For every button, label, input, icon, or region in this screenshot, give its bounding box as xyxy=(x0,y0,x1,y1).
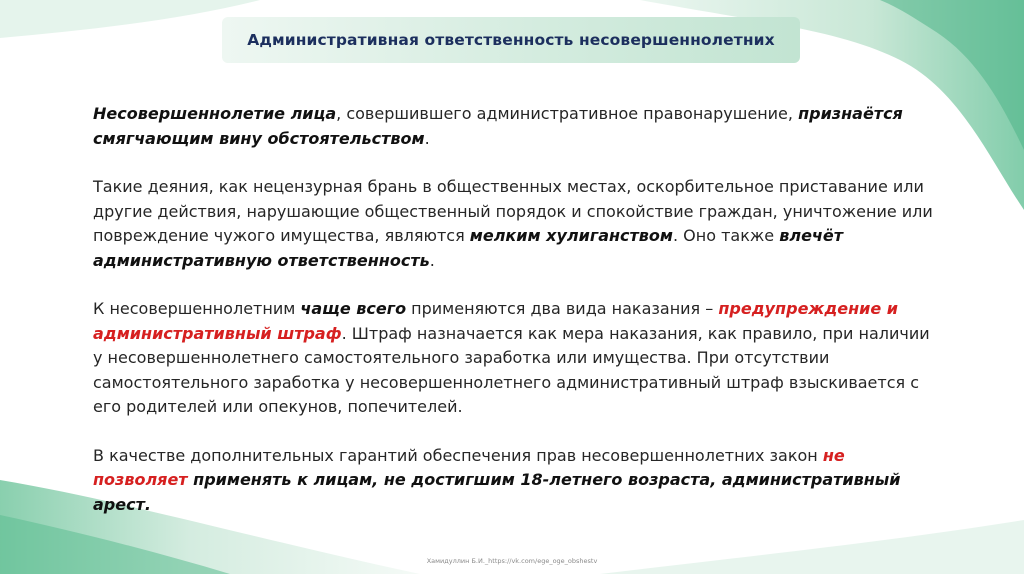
text-span: не позволяет xyxy=(93,445,845,489)
paragraph-2 xyxy=(93,175,943,273)
text-span: влечёт административную ответственность xyxy=(93,226,844,270)
text-span: К несовершеннолетним xyxy=(93,299,301,318)
slide-body xyxy=(93,102,943,541)
text-span: . xyxy=(429,250,435,270)
text-span: предупреждение и административный штраф xyxy=(93,299,899,343)
paragraph-3 xyxy=(93,297,943,420)
paragraph-1 xyxy=(93,102,943,151)
text-span: В качестве дополнительных гарантий обеспечения прав несовершеннолетних закон xyxy=(93,445,823,465)
text-span: чаще всего xyxy=(300,299,407,318)
text-span: , совершившего административное правонарушение, xyxy=(336,104,799,123)
title-banner xyxy=(222,17,800,63)
text-span: признаётся смягчающим вину обстоятельством xyxy=(93,104,903,148)
text-span: . Оно также xyxy=(673,226,780,245)
text-span: применяются два вида наказания – xyxy=(406,299,719,318)
footer-credit: Хамидуллин Б.И._https://vk.com/ege_oge_obshestv xyxy=(426,557,598,565)
text-span: применять к лицам, не достигшим 18-летнего возраста, административный арест. xyxy=(93,470,901,514)
slide-title: Административная ответственность несовершеннолетних xyxy=(247,31,775,49)
text-span: Несовершеннолетие лица xyxy=(93,104,337,123)
paragraph-4 xyxy=(93,444,943,518)
top-left-wave xyxy=(0,0,260,38)
text-span: мелким хулиганством xyxy=(469,226,673,245)
text-span: . xyxy=(424,128,430,148)
text-span: Такие деяния, как нецензурная брань в общественных местах, оскорбительное приставание или другие действия, нарушающие общественный порядок и спокойствие граждан, уничтожение или повреждение чужого имущества, являются xyxy=(93,177,933,245)
text-span: . Штраф назначается как мера наказания, как правило, при наличии у несовершеннолетнего самостоятельного заработка или имущества. При отсутствии самостоятельного заработка у несовершеннолетнего административный штраф взыскивается с его родителей или опекунов, попечителей. xyxy=(93,323,930,416)
